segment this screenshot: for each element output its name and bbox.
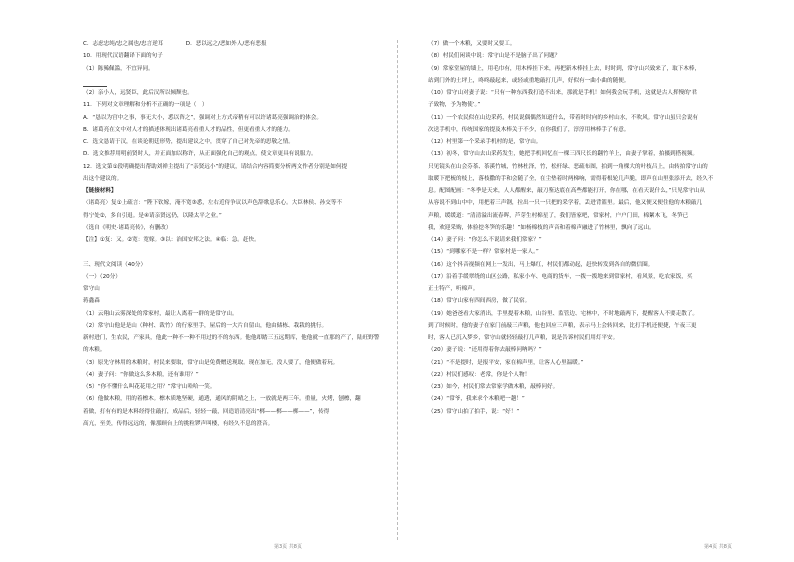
paragraph: （24）“常爷，我来求个木粮吧一趟！” xyxy=(428,396,525,403)
right-column xyxy=(428,38,762,418)
paragraph: 只见镜头在山会芬茶、茶溪竹城，竹林杜泽，竹，松杆绿、恶疏布图，拍到一角棵大的叶枝吕上，由转拍常守山的 xyxy=(428,163,708,170)
link-material-text: 得宁处②，多自引退。是④请亲贤远仍，以隆太平之业。” xyxy=(83,212,222,219)
paragraph: 时，客人已沉入梦乡，常守山就轻轻敲打几声粮，说是告诉村民们用灯平安。 xyxy=(428,335,619,341)
paragraph: 新村进门，生农民，产家具，他此一种不一种不用过的不的东西。他他却踏三五远期库，他他就一直那的产了，陆旺野警 xyxy=(83,335,380,341)
paragraph: （5）“你不懂什么叫花花用之用？”常守山哈哈一笑。 xyxy=(83,384,216,390)
paragraph: 的木粮。 xyxy=(83,347,106,354)
question-11-option: B．诸葛亮在文中对人才的描述体现出诸葛亮看重人才的品性，但更看重人才的能力。 xyxy=(83,126,294,133)
question-12: 出这个建议的。 xyxy=(83,175,123,182)
paragraph: （7）做一个木粮，又要时又要工。 xyxy=(428,41,516,47)
paragraph: 从容说不到山中中，用把着三声钢，拉出一只一只把的采学着，丢进背篮里。最后，他又便又便住他的木粮敲几 xyxy=(428,200,703,207)
paragraph: 正士特产，听棉声。 xyxy=(428,286,479,292)
paragraph: （25）常守山拍了拍手，说：“好！” xyxy=(428,408,520,415)
paragraph: （20）妻子说：“还用得着你去敲棒问呐吗？” xyxy=(428,347,542,354)
paragraph: （14）妻子问：“你怎么不说请来我们常家？” xyxy=(428,237,542,243)
page-number-left: 第3页 共8页 xyxy=(274,544,302,550)
paragraph: 到了时候时，他的妻子在家门前敲三声粮，他也回应三声粮，表示马上会转回来，比打手机还便捷，午夜三更 xyxy=(428,322,697,329)
paragraph: 次送手机中，传统国家的提及木棒关于不少，在你我们了，淳淳用林棒手了有意。 xyxy=(428,126,630,133)
paragraph: （13）初冬，常守山去山采药发生，她把手机回忆在一棵三四尺长的翻竹羊上，由妻子掌着，拍摄到搭视频。 xyxy=(428,151,699,158)
question-11: 11．下列对文章理解和分析不正确的一项是（ ） xyxy=(83,102,208,109)
question-12: 12．选文第①段明确提出帮助刘禅主提出了“亲贤远小”的建议，请结合内容简要分析两文作者分别是如何提 xyxy=(83,163,348,170)
story-title: 常守山 xyxy=(83,286,100,292)
subsection-heading: （一）（20分） xyxy=(83,273,121,280)
paragraph: （18）常守山家有四间西房，做了民宿。 xyxy=(428,298,531,305)
paragraph: 取暖下把梳的枝上，落枝撒的手和会随了全，在尘垫着时两梯响，需得着根轮几声脆，即声在山里张添开去，经久不 xyxy=(428,175,714,182)
paragraph: （22）村民们感叹：老常，你是个人物！ xyxy=(428,371,531,378)
paragraph: （16）这个抖音视频在网上一发出，马上爆红，村民们都动起，赶快转发到各自的微信圈。 xyxy=(428,261,654,268)
column-divider xyxy=(397,40,398,540)
paragraph: （15）“到哪家不是一样？常家村是一家人。” xyxy=(428,249,539,256)
link-material-heading: 【链接材料】 xyxy=(83,188,117,194)
option-c: C．志虑忠纯/忠之属也/忠言逆耳 D．恶以远之/恶如外人/恶有恶报 xyxy=(83,41,267,47)
paragraph: （21）“不是提时，是报平安，家在棉声里，让客人心里温暖。” xyxy=(428,359,584,366)
question-11-option: D．选文推荐用明前贤时人，并正面加以称许，从正面强化自己的观点，使文章更具有说服力。 xyxy=(83,151,317,158)
answer-blank-line xyxy=(83,75,417,87)
paragraph: 着做，打有有的是木料经得住敲打，成品后，轻轻一敲，回造语清亮出“梆——梆——梆——”，传得 xyxy=(83,408,330,415)
question-11-option: C．选文恳请于汉，在谈论朝廷形势，提出建议之中，贯穿了自己对先帝的思敬之情。 xyxy=(83,139,294,145)
paragraph: （3）原先守林用的木粮时，村民来要取，常守山是免费赠送现取。现在加无，没人要了，他便做着玩。 xyxy=(83,359,339,366)
paragraph: （17）沿着手缓翠绕的山区公路，私家小车、电商的货车，一拨一拨地来到常家村，看风景，吃农家饭，买 xyxy=(428,273,693,280)
question-10: 10．用现代汉语翻译下面的句子 xyxy=(83,53,163,60)
page-number-right: 第4页 共8页 xyxy=(704,544,732,550)
paragraph: （8）村民们闲谈中说：常守山是不是脑子出了问题？ xyxy=(428,53,561,60)
question-10-item: （2）亲小人，远贤臣，此后汉所以倾颓也。 xyxy=(83,90,193,96)
left-column xyxy=(83,38,417,430)
paragraph: （19）她爸爸看大家消出，手里提着木粮，山谷里、监管边、宅林中，不时地敲两下，提醒客人不要走散了。 xyxy=(428,310,699,317)
question-11-option: A．“恳以为宫中之事，事无大小，悉以咨之”，强调对上方式帝稍有可以许诸葛亮强调治的体会。 xyxy=(83,114,322,121)
paragraph: （2）常守山他是是山（种村、裁竹）的行家里手，屋后的一大片自留山，他由储栋、栽栽的挑行。 xyxy=(83,322,328,329)
paragraph: 息。配图配画：“冬季是天来，人人都醒来，敲刀鉴达底在高些都能打开，你在哪，在看天说什么，”只见常守山从 xyxy=(428,188,706,194)
paragraph: 子致物，予为物使’。” xyxy=(428,102,481,109)
paragraph: （11）一个农民似在山边采药，村民说偶偶然知道什么，带着时时向的乡村山水，不吹风。常守山虽只会说有 xyxy=(428,114,699,121)
annotation-note: 【注】①复：又。②宽：宽嫁。③以：治国安邦之法。④临：急。赶快。 xyxy=(83,237,260,243)
story-author: 蒋鑫森 xyxy=(83,298,100,305)
paragraph: （4）妻子问：“你做这么多木粮，还有谁用？” xyxy=(83,371,199,378)
question-10-item: （1）陈豨佩滥，不宜异同。 xyxy=(83,65,154,72)
paragraph: （1）云翔山云雾深处的常家村，最让人离着一群的是常守山。 xyxy=(83,310,238,317)
paragraph: 声粮，缓缓道：“清清溢出流春晖，芦芽生村棉星了，我们皆家吧，常家村，户户门田，棉絮木飞，冬笋已 xyxy=(428,212,689,219)
section-heading: 三、现代文阅读（40分） xyxy=(83,261,147,268)
paragraph: 高亢，至美，传得远远的，像那顾台上的挑粒锣声叫楼，有经久不息的澄音。 xyxy=(83,420,274,427)
paragraph: （6）他做木粮，用的着檫木。檫木质地坚硬，通透，通风的阴晴之上，一放就是两三年。重量，火烤，刨檫，翻 xyxy=(83,396,361,403)
paragraph: （9）常家堂屋的墙上，用毛巾有，用木棒挂下来，再把新木棒挂上去，时时到，常守山兴致来了，取下木棒， xyxy=(428,65,701,72)
link-material-text: 〈诸葛亮〉复①上疏言：“陛下钦嫁，淹不宽③悉，左右近侍争议以声色辞歌息乐心。大臣林侯、孙交等不 xyxy=(83,200,343,207)
paragraph: 站到门外的土坪上，咚咚敲起来，或轻或重地敲打几声，好似有一曲小曲的随便。 xyxy=(428,77,630,84)
paragraph: （12）村里第一个采录手机村的是，常守山。 xyxy=(428,139,542,145)
paragraph: （10）常守山对妻子说：“只有一种东西我打造不出来，那就是手机！如何我会玩手机，这就是古人挥慢的‘君 xyxy=(428,90,698,96)
paragraph: （23）如今，村民们常去常家学做木粮，敲棒问好。 xyxy=(428,384,559,390)
link-material-source: （选自《明史·诸葛亮传》，有删改） xyxy=(83,224,172,231)
paragraph: 我，欢迎采购，体验挖冬笋的乐趣！”如杨棉枝的声音和着棉声融进了竹林里，飘向了远山。 xyxy=(428,224,655,231)
